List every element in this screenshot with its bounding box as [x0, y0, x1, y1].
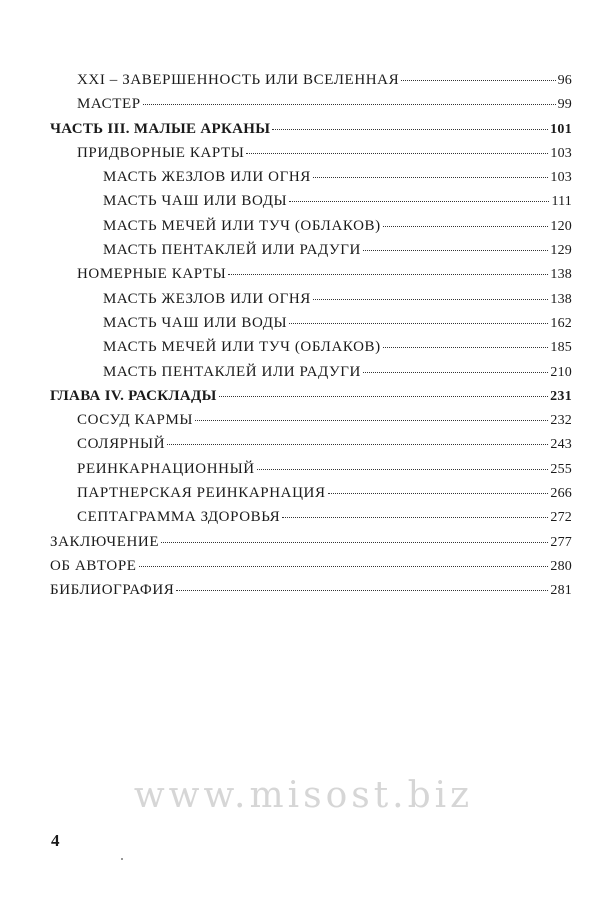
toc-entry-title: СОСУД КАРМЫ	[77, 412, 194, 429]
toc-entry	[50, 412, 572, 436]
toc-entry-page: 243	[550, 437, 572, 453]
toc-entry-page: 281	[550, 583, 572, 599]
toc-entry-page: 103	[550, 170, 572, 186]
toc-entry-page: 101	[550, 121, 572, 137]
table-of-contents	[50, 72, 572, 607]
toc-entry-page: 266	[550, 486, 572, 502]
toc-entry-title: БИБЛИОГРАФИЯ	[50, 582, 175, 599]
toc-entry-title: РЕИНКАРНАЦИОННЫЙ	[77, 460, 255, 477]
toc-entry-title: XXI – ЗАВЕРШЕННОСТЬ ИЛИ ВСЕЛЕННАЯ	[77, 72, 400, 88]
toc-entry-title: СЕПТАГРАММА ЗДОРОВЬЯ	[77, 509, 281, 526]
dot-leader	[328, 493, 549, 494]
toc-entry-title: ЗАКЛЮЧЕНИЕ	[50, 533, 160, 550]
toc-entry-title: МАСТЬ ЖЕЗЛОВ ИЛИ ОГНЯ	[103, 169, 311, 186]
toc-entry-page: 277	[550, 534, 572, 550]
toc-entry-title: МАСТЬ ЧАШ ИЛИ ВОДЫ	[103, 314, 288, 331]
toc-entry-page: 231	[550, 388, 572, 404]
toc-entry-page: 232	[550, 413, 572, 429]
page-number: 4	[51, 831, 60, 850]
dot-leader	[313, 177, 549, 178]
toc-entry-page: 103	[550, 145, 572, 161]
dot-leader	[176, 590, 548, 591]
toc-entry	[50, 436, 572, 460]
toc-entry-page: 120	[550, 218, 572, 234]
dot-leader	[143, 104, 556, 105]
dot-leader	[161, 542, 548, 543]
dot-leader	[363, 250, 548, 251]
toc-entry-page: 96	[557, 73, 572, 88]
dot-leader	[228, 274, 548, 275]
toc-entry	[50, 558, 572, 582]
toc-entry	[50, 291, 572, 315]
dot-leader	[219, 396, 548, 397]
watermark: www.misost.biz	[133, 775, 474, 816]
toc-entry	[50, 96, 572, 120]
toc-entry-title: МАСТЬ ЖЕЗЛОВ ИЛИ ОГНЯ	[103, 290, 311, 307]
toc-entry	[50, 315, 572, 339]
toc-entry	[50, 266, 572, 290]
dot-leader	[383, 347, 549, 348]
toc-entry	[50, 339, 572, 363]
toc-entry-title: МАСТЬ МЕЧЕЙ ИЛИ ТУЧ (ОБЛАКОВ)	[103, 217, 381, 234]
toc-entry-page: 185	[550, 340, 572, 356]
toc-entry	[50, 145, 572, 169]
dot-leader	[282, 517, 548, 518]
toc-entry-title: ОБ АВТОРЕ	[50, 557, 137, 574]
toc-entry-page: 129	[550, 243, 572, 259]
dot-leader	[363, 372, 548, 373]
toc-entry-page: 99	[557, 97, 572, 113]
toc-entry	[50, 364, 572, 388]
toc-entry-title: МАСТЬ ПЕНТАКЛЕЙ ИЛИ РАДУГИ	[103, 242, 361, 259]
toc-entry-title: ПРИДВОРНЫЕ КАРТЫ	[77, 144, 245, 161]
toc-entry-title: СОЛЯРНЫЙ	[77, 436, 166, 453]
dot-leader	[246, 153, 548, 154]
toc-entry	[50, 121, 572, 145]
toc-entry	[50, 485, 572, 509]
toc-entry	[50, 509, 572, 533]
toc-entry-page: 111	[551, 194, 572, 210]
toc-entry	[50, 534, 572, 558]
toc-entry-title: МАСТЬ МЕЧЕЙ ИЛИ ТУЧ (ОБЛАКОВ)	[103, 339, 381, 356]
dot-leader	[195, 420, 548, 421]
dot-leader	[167, 444, 548, 445]
dot-leader	[383, 226, 549, 227]
toc-entry	[50, 582, 572, 606]
print-speck	[121, 858, 123, 860]
dot-leader	[313, 299, 549, 300]
toc-entry-title: ГЛАВА IV. РАСКЛАДЫ	[50, 387, 217, 404]
dot-leader	[289, 323, 548, 324]
toc-entry-page: 138	[550, 267, 572, 283]
toc-entry-title: МАСТЬ ЧАШ ИЛИ ВОДЫ	[103, 193, 288, 210]
dot-leader	[257, 469, 549, 470]
toc-entry	[50, 218, 572, 242]
toc-entry	[50, 388, 572, 412]
toc-entry-page: 280	[550, 558, 572, 574]
dot-leader	[401, 80, 555, 81]
toc-entry-page: 272	[550, 510, 572, 526]
toc-entry-page: 138	[550, 291, 572, 307]
toc-entry-title: НОМЕРНЫЕ КАРТЫ	[77, 266, 227, 283]
toc-entry	[50, 169, 572, 193]
toc-entry-page: 210	[550, 364, 572, 380]
toc-entry-title: ЧАСТЬ III. МАЛЫЕ АРКАНЫ	[50, 120, 271, 137]
toc-entry	[50, 461, 572, 485]
toc-entry-title: МАСТЬ ПЕНТАКЛЕЙ ИЛИ РАДУГИ	[103, 363, 361, 380]
dot-leader	[139, 566, 549, 567]
toc-entry	[50, 193, 572, 217]
toc-entry	[50, 72, 572, 96]
toc-entry-title: ПАРТНЕРСКАЯ РЕИНКАРНАЦИЯ	[77, 485, 326, 502]
dot-leader	[289, 201, 549, 202]
toc-entry	[50, 242, 572, 266]
toc-entry-page: 255	[550, 461, 572, 477]
toc-entry-title: МАСТЕР	[77, 96, 141, 113]
toc-entry-page: 162	[550, 315, 572, 331]
dot-leader	[272, 129, 548, 130]
